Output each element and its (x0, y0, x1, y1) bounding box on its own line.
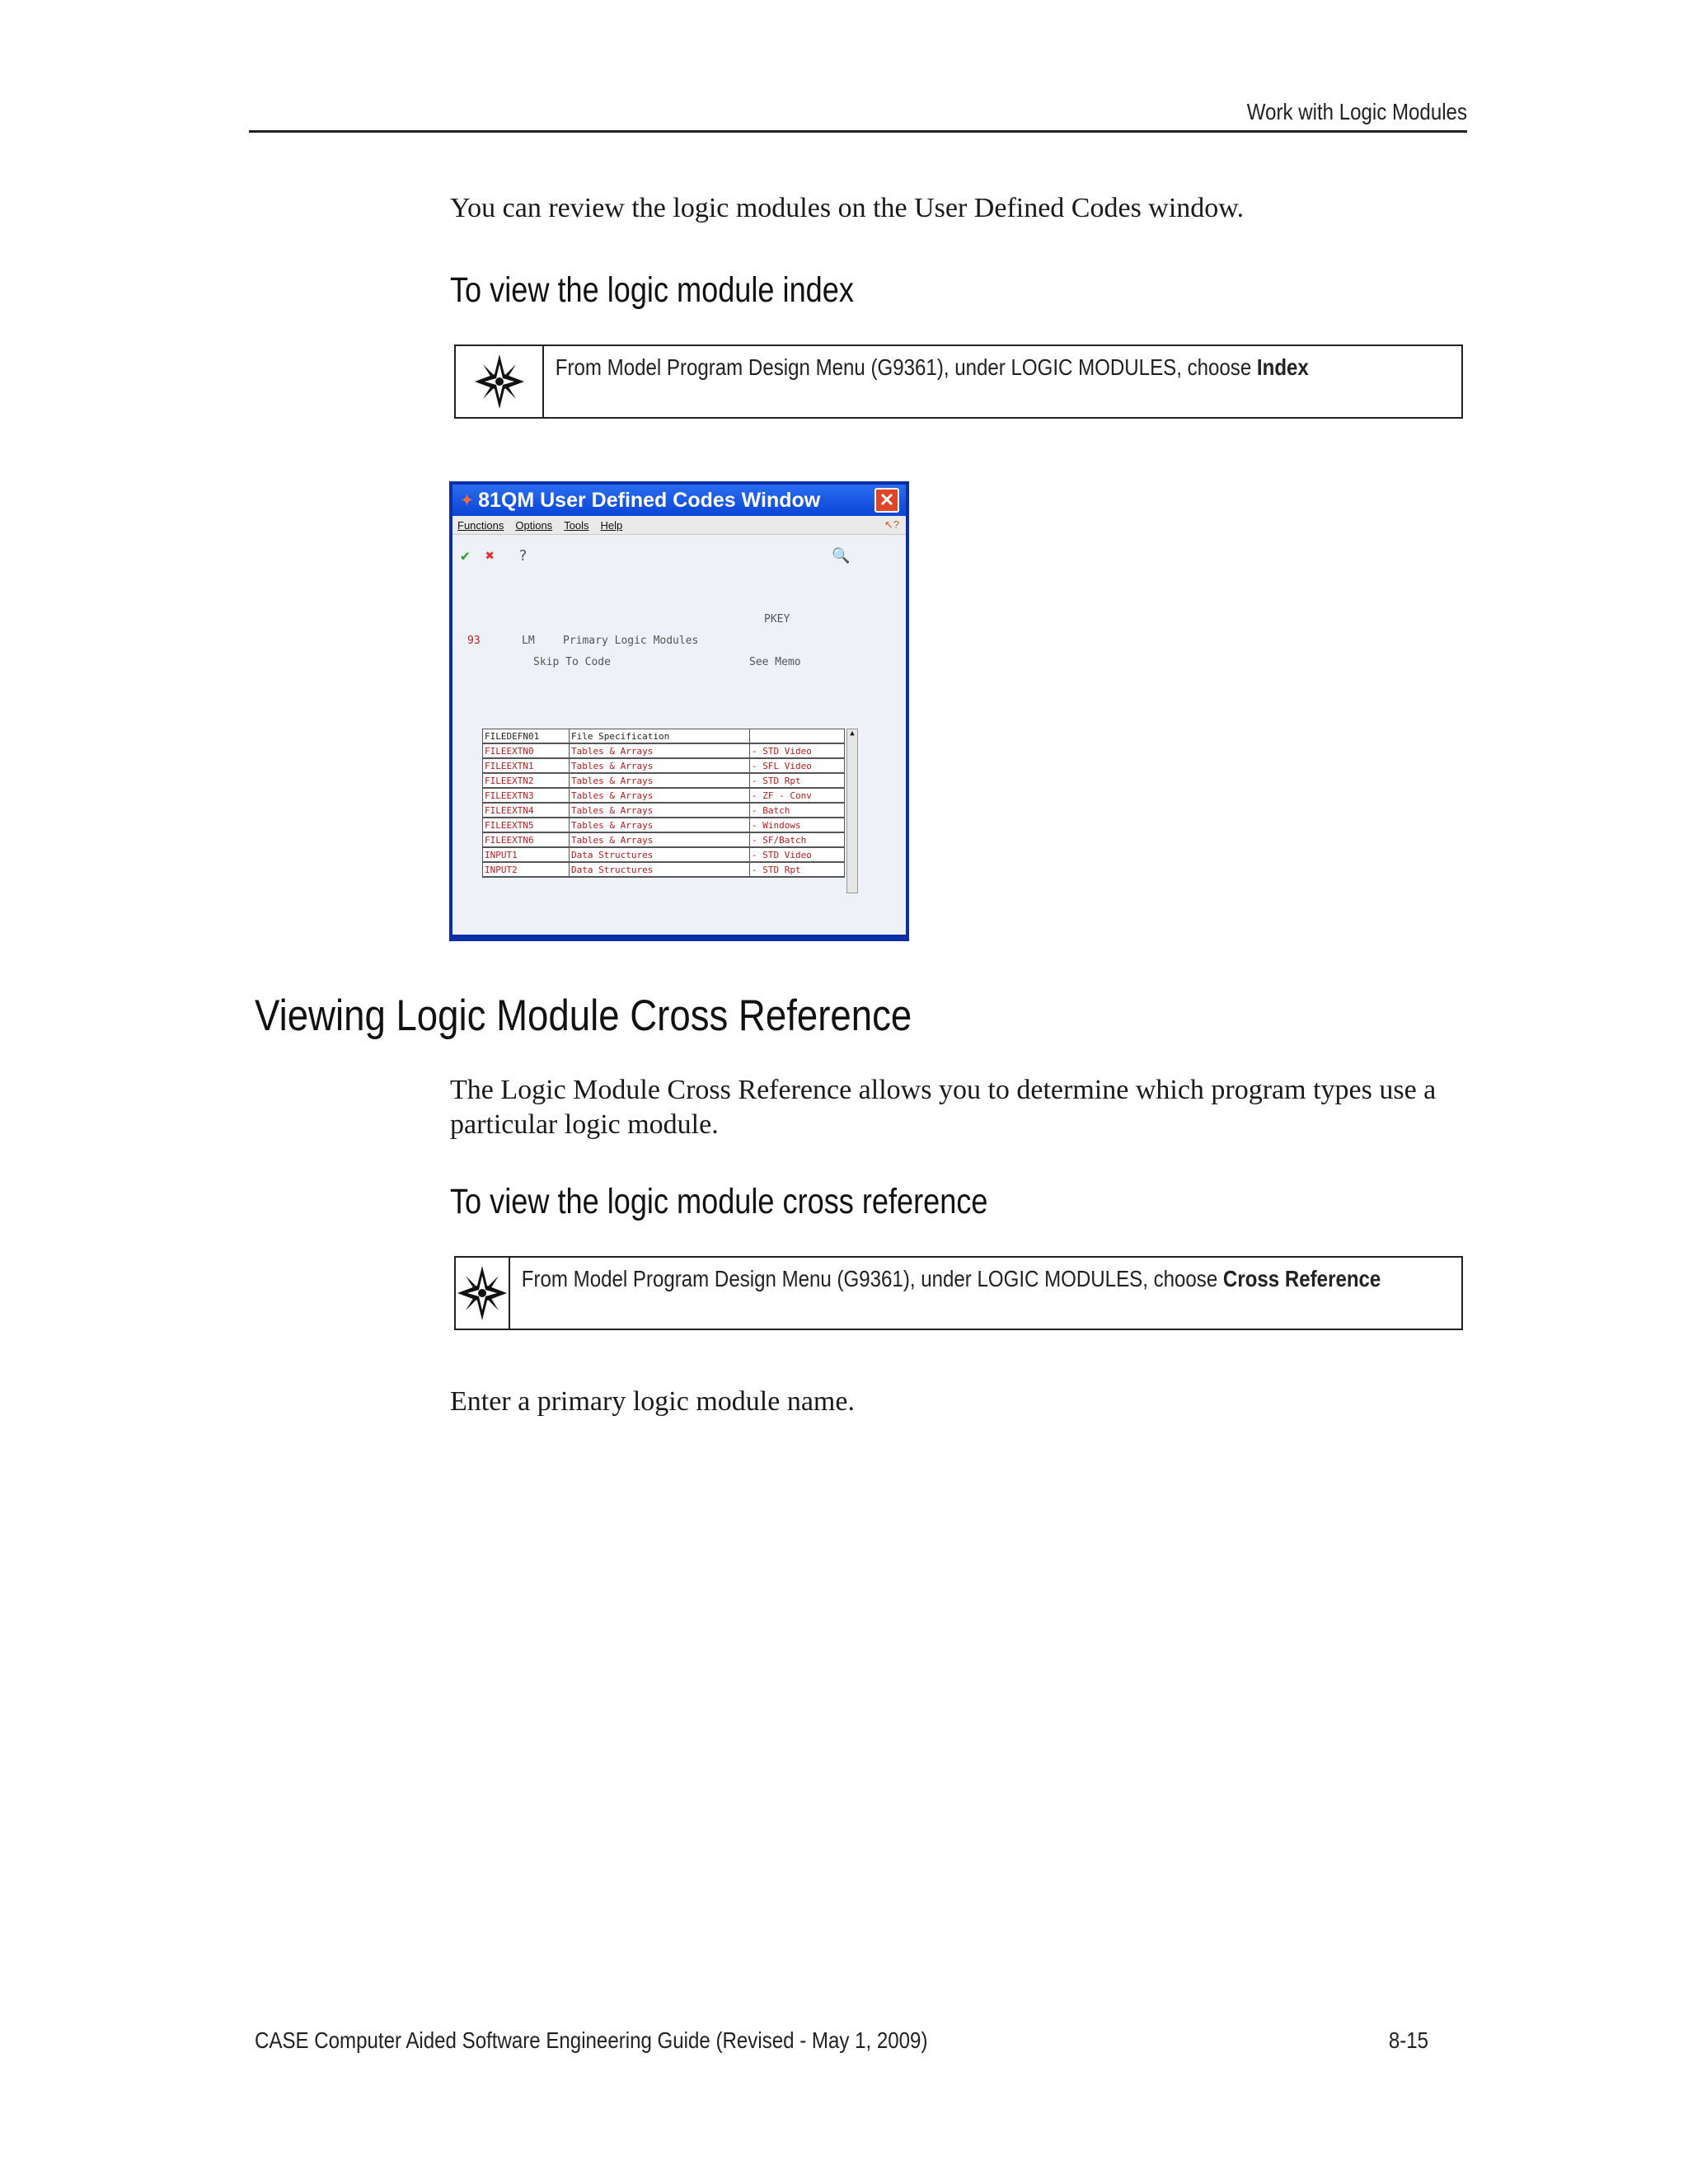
table-row[interactable]: FILEEXTN5 Tables & Arrays - Windows (483, 818, 845, 832)
header-rule (249, 130, 1467, 133)
menu-help[interactable]: Help (600, 518, 623, 532)
codes-grid (482, 729, 845, 878)
running-header: Work with Logic Modules (1246, 99, 1467, 124)
navigation-box-index (454, 344, 1463, 419)
menu-options[interactable]: Options (515, 518, 553, 532)
table-row[interactable]: INPUT1 Data Structures - STD Video (483, 847, 845, 862)
ok-check-icon[interactable]: ✔ (461, 547, 470, 565)
navigation-box-cross-reference (454, 1256, 1463, 1330)
see-memo-label[interactable]: See Memo (749, 656, 801, 668)
cross-reference-paragraph: The Logic Module Cross Reference allows you to determine which program types use a particular logic module. (450, 1075, 1437, 1140)
menu-functions[interactable]: Functions (457, 518, 504, 532)
intro-paragraph: You can review the logic modules on the User Defined Codes window. (450, 193, 1245, 223)
heading-logic-module-index: To view the logic module index (450, 270, 854, 310)
help-question-icon[interactable]: ? (518, 547, 528, 565)
navigation-path-text: From Model Program Design Menu (G9361), under LOGIC MODULES, choose (521, 1266, 1223, 1291)
closing-paragraph: Enter a primary logic module name. (450, 1386, 855, 1417)
pkey-label: PKEY (764, 613, 790, 626)
heading-logic-module-cross-reference: To view the logic module cross reference (450, 1182, 988, 1221)
table-row[interactable]: INPUT2 Data Structures - STD Rpt (483, 862, 845, 877)
navigation-choice-index: Index (1256, 354, 1309, 380)
window-close-button[interactable]: ✕ (874, 488, 899, 513)
footer-document-title: CASE Computer Aided Software Engineering Guide (Revised - May 1, 2009) (255, 2027, 928, 2053)
skip-to-code-label[interactable]: Skip To Code (533, 656, 611, 668)
user-defined-codes-window (449, 481, 909, 941)
window-title-bar (452, 485, 906, 516)
record-type-value: LM (522, 635, 535, 647)
footer-page-number: 8-15 (1388, 2027, 1428, 2053)
window-title: 81QM User Defined Codes Window (478, 488, 821, 512)
scroll-up-icon[interactable]: ▲ (850, 729, 855, 738)
table-row[interactable]: FILEEXTN0 Tables & Arrays - STD Video (483, 743, 845, 758)
window-menu-bar (452, 516, 906, 535)
navigation-path-text: From Model Program Design Menu (G9361), under LOGIC MODULES, choose (555, 354, 1257, 380)
compass-navigation-icon (473, 353, 526, 410)
cancel-x-icon[interactable]: ✖ (485, 547, 495, 565)
heading-cross-reference-section: Viewing Logic Module Cross Reference (255, 991, 912, 1040)
menu-tools[interactable]: Tools (564, 518, 589, 532)
search-icon[interactable]: 🔍 (832, 547, 851, 565)
system-code-value: 93 (467, 635, 481, 647)
help-pointer-icon[interactable]: ↖? (884, 518, 899, 531)
compass-navigation-icon (456, 1264, 509, 1322)
code-description-value: Primary Logic Modules (563, 635, 699, 647)
table-row[interactable]: FILEEXTN2 Tables & Arrays - STD Rpt (483, 773, 845, 788)
table-row[interactable]: FILEEXTN1 Tables & Arrays - SFL Video (483, 758, 845, 773)
table-row[interactable]: FILEEXTN3 Tables & Arrays - ZF - Conv (483, 788, 845, 803)
table-row[interactable]: FILEEXTN6 Tables & Arrays - SF/Batch (483, 832, 845, 847)
grid-scrollbar[interactable] (846, 729, 858, 893)
window-body (452, 516, 906, 935)
window-app-icon: ✦ (461, 491, 474, 509)
table-row[interactable]: FILEDEFN01 File Specification (483, 729, 845, 744)
navigation-choice-cross-reference: Cross Reference (1222, 1266, 1381, 1291)
table-row[interactable]: FILEEXTN4 Tables & Arrays - Batch (483, 803, 845, 818)
